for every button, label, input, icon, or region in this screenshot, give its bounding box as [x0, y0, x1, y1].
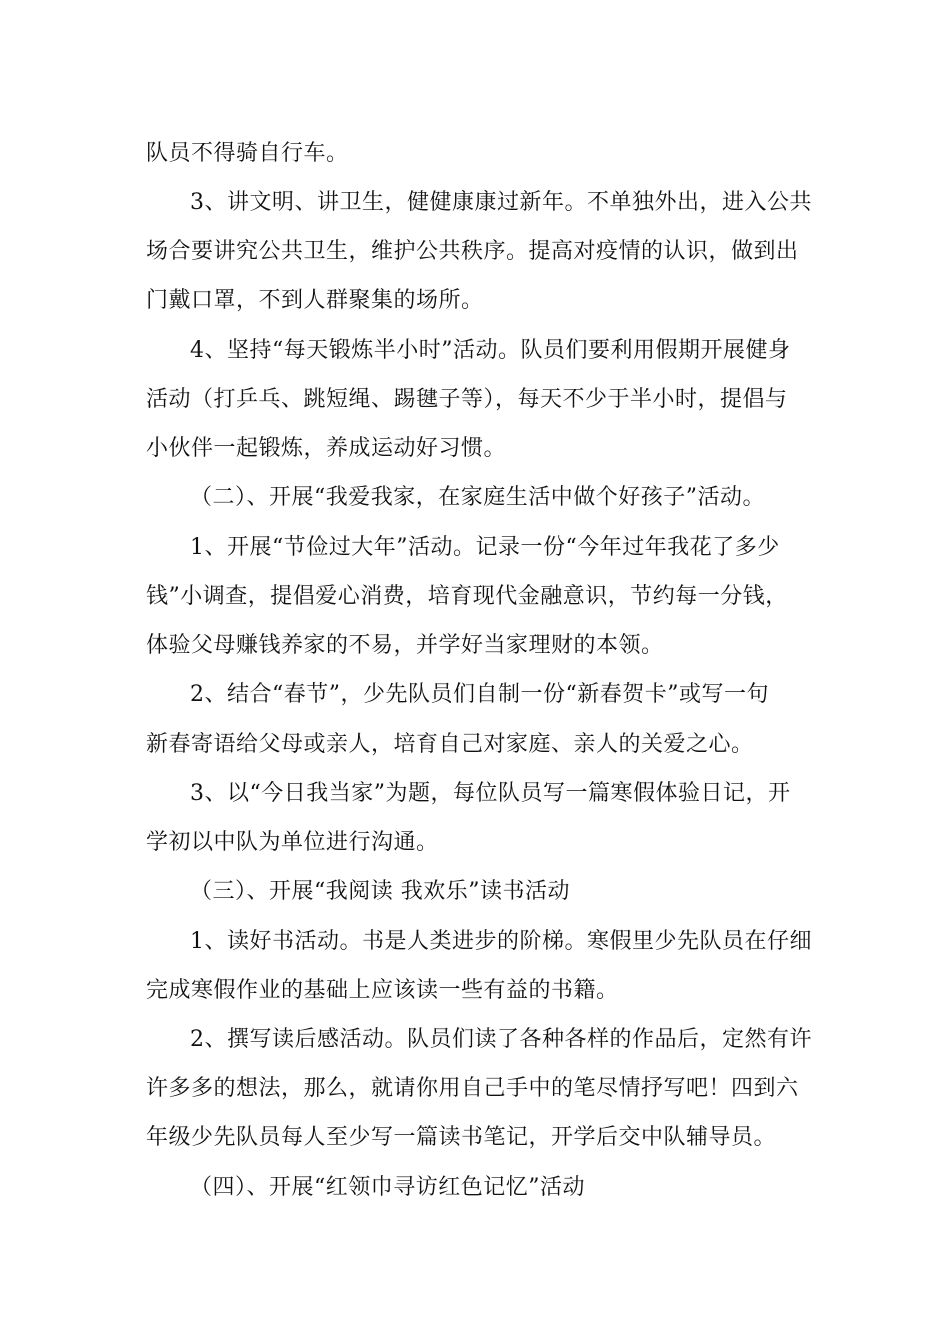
text-line: 活动（打乒乓、跳短绳、踢毽子等），每天不少于半小时，提倡与 [146, 387, 788, 412]
text-line: 3、讲文明、讲卫生，健健康康过新年。不单独外出，进入公共 [190, 190, 812, 215]
text-line: 钱”小调查，提倡爱心消费，培育现代金融意识，节约每一分钱， [146, 584, 788, 609]
text-line: 完成寒假作业的基础上应该读一些有益的书籍。 [146, 978, 619, 1003]
section-heading: （三）、开展“我阅读 我欢乐”读书活动 [190, 879, 570, 904]
text-line: 1、开展“节俭过大年”活动。记录一份“今年过年我花了多少 [190, 535, 780, 560]
text-line: 学初以中队为单位进行沟通。 [146, 830, 439, 855]
text-line: 3、以“今日我当家”为题，每位队员写一篇寒假体验日记，开 [190, 781, 791, 806]
text-line: 队员不得骑自行车。 [146, 141, 349, 166]
text-line: 2、结合“春节”，少先队员们自制一份“新春贺卡”或写一句 [190, 682, 769, 707]
text-line: 场合要讲究公共卫生，维护公共秩序。提高对疫情的认识，做到出 [146, 239, 799, 264]
section-heading: （四）、开展“红领巾寻访红色记忆”活动 [190, 1175, 585, 1200]
text-line: 门戴口罩，不到人群聚集的场所。 [146, 288, 484, 313]
text-line: 体验父母赚钱养家的不易，并学好当家理财的本领。 [146, 633, 664, 658]
text-line: 4、坚持“每天锻炼半小时”活动。队员们要利用假期开展健身 [190, 338, 791, 363]
section-heading: （二）、开展“我爱我家，在家庭生活中做个好孩子”活动。 [190, 485, 765, 510]
text-line: 许多多的想法，那么，就请你用自己手中的笔尽情抒写吧！四到六 [146, 1076, 799, 1101]
text-line: 小伙伴一起锻炼，养成运动好习惯。 [146, 436, 507, 461]
text-line: 2、撰写读后感活动。队员们读了各种各样的作品后，定然有许 [190, 1027, 812, 1052]
text-line: 1、读好书活动。书是人类进步的阶梯。寒假里少先队员在仔细 [190, 929, 812, 954]
text-line: 新春寄语给父母或亲人，培育自己对家庭、亲人的关爱之心。 [146, 732, 754, 757]
text-line: 年级少先队员每人至少写一篇读书笔记，开学后交中队辅导员。 [146, 1125, 777, 1150]
